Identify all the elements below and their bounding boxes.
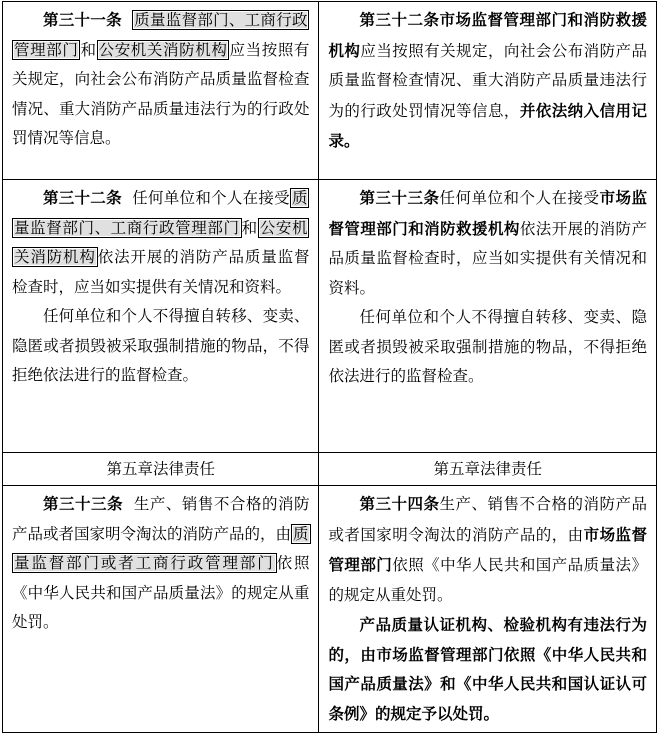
new-article-34-paragraph-2: 产品质量认证机构、检验机构有违法行为的，由市场监督管理部门依照《中华人民共和国产品质量法》和《中华人民共和国认证认可条例》的规定予以处罚。 [328,615,647,723]
old-article-32-cell [3,180,319,453]
table-row [3,180,657,453]
old-article-31-cell [3,2,319,180]
table-row [3,2,657,180]
highlighted-term: 质量监督部门、工商行政管理部门 [14,11,308,59]
changed-text: 市场监督管理部门 [328,524,647,574]
changed-text: 第三十三条 [359,188,440,207]
old-article-32-text: 第三十二条 任何单位和个人在接受 质量监督部门、工商行政管理部门 和 公安机关消防机构 依法开展的消防产品质量监督检查时，应当如实提供有关情况和资料。 [12,188,310,296]
old-article-31-text: 第三十一条 质量监督部门、工商行政管理部门 和 公安机关消防机构 应当按照有关规定，向社会公布消防产品质量监督检查情况、重大消防产品质量违法行为的行政处罚情况等信息。 [12,10,310,147]
table-row [3,486,657,733]
new-article-33-text: 第三十三条任何单位和个人在接受市场监督管理部门和消防救援机构依法开展的消防产品质量监督检查时，应当如实提供有关情况和资料。 [328,188,647,297]
new-article-32-text: 第三十二条市场监督管理部门和消防救援机构应当按照有关规定，向社会公布消防产品质量监督检查情况、重大消防产品质量违法行为的行政处罚情况等信息，并依法纳入信用记录。 [328,10,647,150]
changed-text: 第三十四条 [359,494,440,513]
highlighted-term: 公安机关消防机构 [14,218,308,266]
article-number: 第三十三条 [43,494,124,513]
new-article-34-cell [319,486,657,733]
article-number: 第三十二条 [43,188,122,207]
new-article-32-cell [319,2,657,180]
new-article-33-cell [319,180,657,453]
chapter-heading-right: 第五章法律责任 [319,453,657,486]
new-article-34-text: 第三十四条生产、销售不合格的消防产品或者国家明令淘汰的消防产品的，由市场监督管理部门依照《中华人民共和国产品质量法》的规定从重处罚。 [328,494,647,604]
chapter-heading-left: 第五章法律责任 [3,453,319,486]
article-number: 第三十一条 [43,10,122,29]
highlighted-term: 公安机关消防机构 [98,40,228,59]
old-article-32-paragraph-2: 任何单位和个人不得擅自转移、变卖、隐匿或者损毁被采取强制措施的物品，不得拒绝依法进行的监督检查。 [12,307,310,384]
table-row [3,453,657,486]
changed-text: 并依法纳入信用记录。 [328,100,647,150]
new-article-33-paragraph-2: 任何单位和个人不得擅自转移、变卖、隐匿或者损毁被采取强制措施的物品，不得拒绝依法进行的监督检查。 [328,308,647,385]
highlighted-term: 质量监督部门、工商行政管理部门 [14,189,308,237]
old-article-33-cell [3,486,319,733]
regulation-comparison-table [2,1,657,733]
old-article-33-text: 第三十三条 生产、销售不合格的消防产品或者国家明令淘汰的消防产品的，由 质量监督部门或者工商行政管理部门 依照《中华人民共和国产品质量法》的规定从重处罚。 [12,494,310,631]
changed-text: 第三十二条市场监督管理部门和消防救援机构 [328,10,647,60]
highlighted-term: 质量监督部门或者工商行政管理部门 [14,524,309,572]
changed-text: 市场监督管理部门和消防救援机构 [328,188,647,238]
